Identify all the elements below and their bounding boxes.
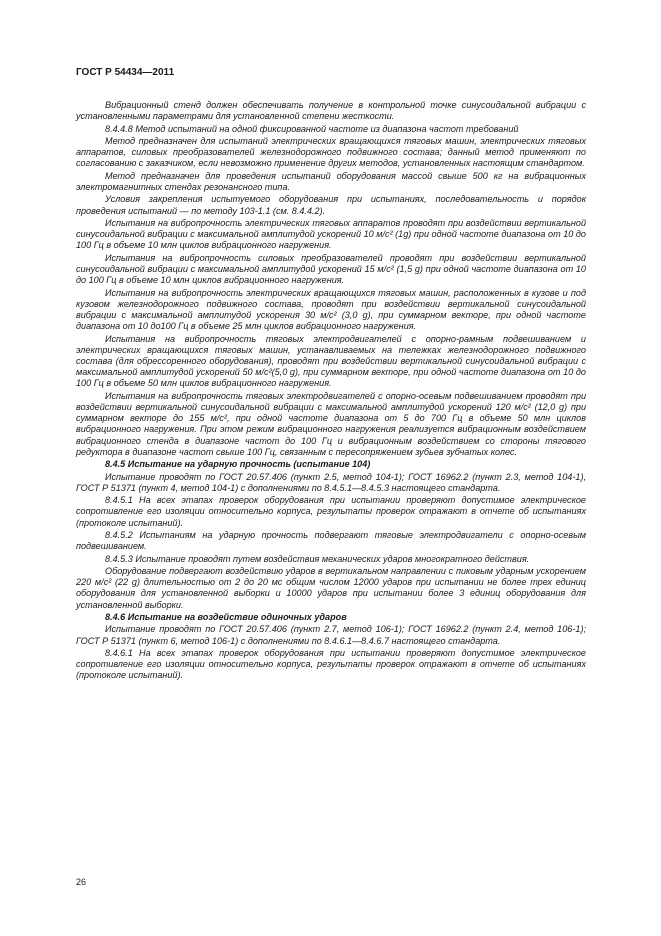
paragraph: Испытания на вибропрочность силовых преобразователей проводят при воздействии вертикальной синусоидальной вибрации с максимальной амплитудой ускорений 15 м/с² (1,5 g) при одной частоте диапазона от 10 до 100 Гц в объеме 10 млн циклов вибрационного нагружения. <box>76 252 586 286</box>
paragraph: Оборудование подвергают воздействию ударов в вертикальном направлении с пиковым ударным ускорением 220 м/с² (22 g) длительностью от 2 до 20 мс общим числом 12000 ударов при испытании не более трех единиц оборудования для установленной выборки и 10000 ударов при испытании более 3 единиц оборудования для установленной выборки. <box>76 565 586 610</box>
paragraph: Испытание проводят по ГОСТ 20.57.406 (пункт 2.7, метод 106-1); ГОСТ 16962.2 (пункт 2.4, метод 106-1); ГОСТ Р 51371 (пункт 6, метод 106-1) с дополнениями по 8.4.6.1—8.4.6.7 настоящего стандарта. <box>76 624 586 646</box>
paragraph: Метод предназначен для проведения испытаний оборудования массой свыше 500 кг на вибрационных электромагнитных стендах резонансного типа. <box>76 170 586 192</box>
paragraph: Испытания на вибропрочность электрических тяговых аппаратов проводят при воздействии вертикальной синусоидальной вибрации с максимальной амплитудой ускорений 10 м/с² (1g) при одной частоте диапазона от 10 до 100 Гц в объеме 10 млн циклов вибрационного нагружения. <box>76 217 586 251</box>
page-number: 26 <box>76 877 87 887</box>
paragraph: 8.4.5.3 Испытание проводят путем воздействия механических ударов многократного действия. <box>105 553 530 564</box>
document-header: ГОСТ Р 54434—2011 <box>76 67 175 78</box>
paragraph: Испытания на вибропрочность электрических вращающихся тяговых машин, расположенных в кузове и под кузовом железнодорожного подвижного состава, проводят при воздействии вертикальной синусоидальной вибрации с максимальной амплитудой ускорения 30 м/с² (3,0 g), при суммарном векторе, при одной частоте диапазона от 10 до100 Гц в объеме 25 млн циклов вибрационного нагружения. <box>76 287 586 332</box>
paragraph: Условия закрепления испытуемого оборудования при испытаниях, последовательность и порядок проведения испытаний — по методу 103-1.1 (см. 8.4.4.2). <box>76 194 586 216</box>
paragraph: 8.4.5.1 На всех этапах проверок оборудования при испытании проверяют допустимое электрическое сопротивление его изоляции относительно корпуса, результаты проверок отражают в отчете об испытаниях (протоколе испытаний). <box>76 495 586 528</box>
paragraph: Испытания на вибропрочность тяговых электродвигателей с опорно-осевым подвешиванием проводят при воздействии вертикальной синусоидальной вибрации с максимальной амплитудой ускорений 120 м/с² (12,0 g) при суммарном векторе до 155 м/с², при одной частоте диапазона от 5 до 700 Гц в объеме 50 млн циклов вибрационного нагружения. При этом режим вибрационного нагружения реализуется вибрационным воздействием вибрационного стенда в диапазоне частот до 100 Гц и вибрационным воздействием со стороны тягового редуктора в диапазоне частот свыше 100 Гц, связанным с пересопряжением зубьев зубчатых колес. <box>76 390 586 457</box>
paragraph: Испытания на вибропрочность тяговых электродвигателей с опорно-рамным подвешиванием и электрических вращающихся тяговых машин, устанавливаемых на тележках железнодорожного подвижного состава (для обрессоренного оборудования), проводят при воздействии вертикальной синусоидальной вибрации с максимальной амплитудой ускорений 50 м/с²(5,0 g), при суммарном векторе, при одной частоте диапазона от 10 до 100 Гц в объеме 50 млн циклов вибрационного нагружения. <box>76 333 586 389</box>
section-heading: 8.4.6 Испытание на воздействие одиночных ударов <box>105 611 347 622</box>
paragraph: Метод предназначен для испытаний электрических вращающихся тяговых машин, электрических тяговых аппаратов, силовых преобразователей железнодорожного подвижного состава; данный метод применяют по согласованию с заказчиком, если невозможно применение других методов, установленных настоящим стандартом. <box>76 135 586 169</box>
document-body <box>76 100 586 683</box>
paragraph: Вибрационный стенд должен обеспечивать получение в контрольной точке синусоидальной вибрации с установленными параметрами для установленной степени жесткости. <box>76 100 586 122</box>
section-heading: 8.4.5 Испытание на ударную прочность (испытание 104) <box>105 459 371 470</box>
paragraph: 8.4.4.8 Метод испытаний на одной фиксированной частоте из диапазона частот требований <box>105 123 519 134</box>
paragraph: 8.4.6.1 На всех этапах проверок оборудования при испытании проверяют допустимое электрическое сопротивление его изоляции относительно корпуса, результаты проверок отражают в отчете об испытаниях (протоколе испытаний). <box>76 647 586 681</box>
paragraph: Испытание проводят по ГОСТ 20.57.406 (пункт 2.5, метод 104-1); ГОСТ 16962.2 (пункт 2.3, метод 104-1), ГОСТ Р 51371 (пункт 4, метод 104-1) с дополнениями по 8.4.5.1—8.4.5.3 настоящего стандарта. <box>76 471 586 493</box>
paragraph: 8.4.5.2 Испытаниям на ударную прочность подвергают тяговые электродвигатели с опорно-осевым подвешиванием. <box>76 529 586 552</box>
